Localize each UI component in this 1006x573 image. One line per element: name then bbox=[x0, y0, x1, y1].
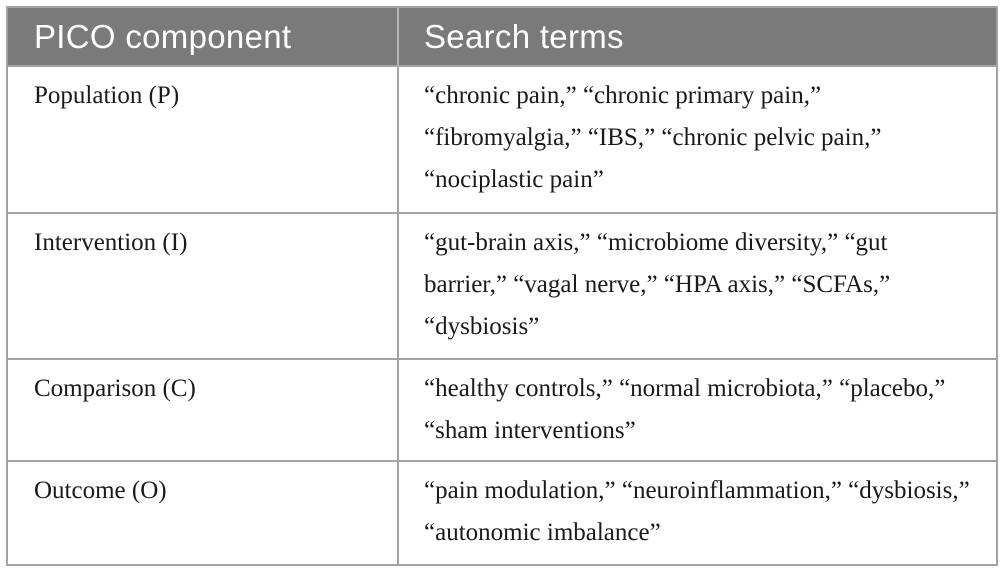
table-row-intervention bbox=[8, 213, 996, 359]
table-row-outcome bbox=[8, 461, 996, 564]
cell-component: Population (P) bbox=[8, 66, 398, 213]
cell-component: Outcome (O) bbox=[8, 461, 398, 564]
header-pico-component: PICO component bbox=[8, 8, 398, 66]
table-row-comparison bbox=[8, 359, 996, 461]
table-header bbox=[8, 8, 996, 66]
pico-search-terms-table bbox=[8, 8, 996, 564]
cell-component: Comparison (C) bbox=[8, 359, 398, 461]
cell-search-terms: “gut-brain axis,” “microbiome diversity,” “gut barrier,” “vagal nerve,” “HPA axis,” “SCFAs,” “dysbiosis” bbox=[398, 213, 996, 359]
header-search-terms: Search terms bbox=[398, 8, 996, 66]
cell-search-terms: “pain modulation,” “neuroinflammation,” “dysbiosis,” “autonomic imbalance” bbox=[398, 461, 996, 564]
table-body bbox=[8, 66, 996, 564]
cell-component: Intervention (I) bbox=[8, 213, 398, 359]
cell-search-terms: “chronic pain,” “chronic primary pain,” “fibromyalgia,” “IBS,” “chronic pelvic pain,” “nociplastic pain” bbox=[398, 66, 996, 213]
header-row bbox=[8, 8, 996, 66]
table-row-population bbox=[8, 66, 996, 213]
cell-search-terms: “healthy controls,” “normal microbiota,” “placebo,” “sham interventions” bbox=[398, 359, 996, 461]
pico-table-container bbox=[6, 6, 998, 566]
